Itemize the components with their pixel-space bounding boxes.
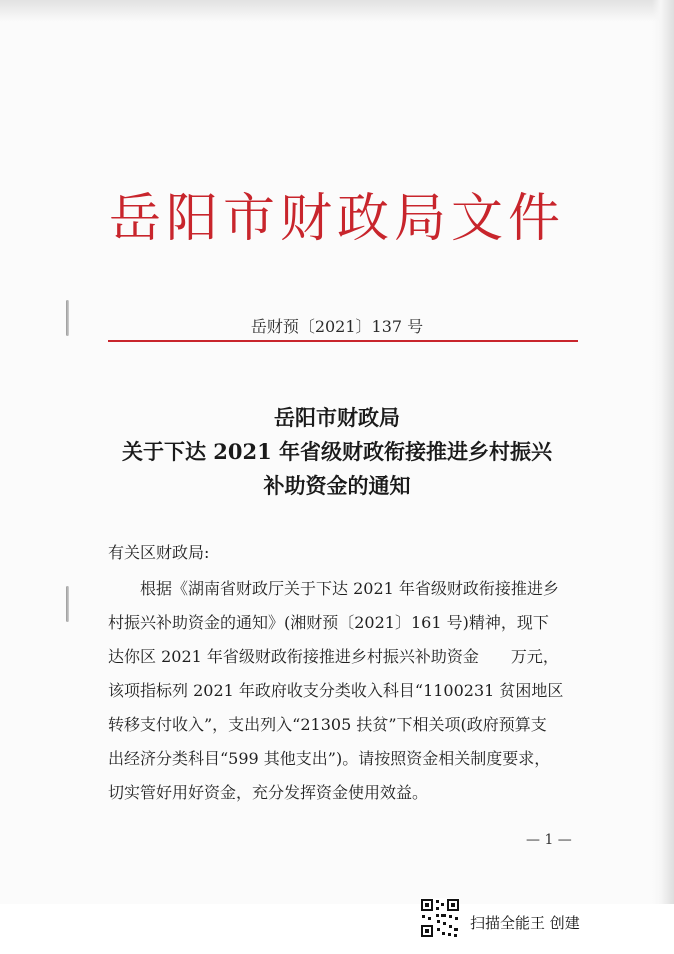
body-line: 根据《湖南省财政厅关于下达 2021 年省级财政衔接推进乡 <box>140 579 559 598</box>
notice-title-line-2: 关于下达 2021 年省级财政衔接推进乡村振兴 <box>121 439 553 464</box>
notice-title-line-3: 补助资金的通知 <box>263 473 411 498</box>
qr-code-icon <box>420 898 460 938</box>
document-header-title: 岳阳市财政局文件 <box>108 189 565 249</box>
notice-title-line-1: 岳阳市财政局 <box>274 405 400 430</box>
scan-edge-top <box>0 0 674 22</box>
scanner-app-label: 扫描全能王 创建 <box>470 914 580 932</box>
body-line: 该项指标列 2021 年政府收支分类收入科目“1100231 贫困地区 <box>108 681 564 700</box>
body-line: 达你区 2021 年省级财政衔接推进乡村振兴补助资金 万元， <box>108 647 559 666</box>
body-line: 转移支付收入”，支出列入“21305 扶贫”下相关项(政府预算支 <box>108 715 547 734</box>
page-number: — 1 — <box>526 832 572 848</box>
red-divider <box>108 340 578 342</box>
binding-mark-lower <box>66 586 69 622</box>
body-line: 出经济分类科目“599 其他支出”)。请按照资金相关制度要求， <box>108 749 551 768</box>
salutation: 有关区财政局: <box>108 543 210 562</box>
body-line: 村振兴补助资金的通知》(湘财预〔2021〕161 号)精神，现下 <box>108 613 549 632</box>
body-line: 切实管好用好资金，充分发挥资金使用效益。 <box>108 783 429 802</box>
document-number: 岳财预〔2021〕137 号 <box>250 317 424 336</box>
